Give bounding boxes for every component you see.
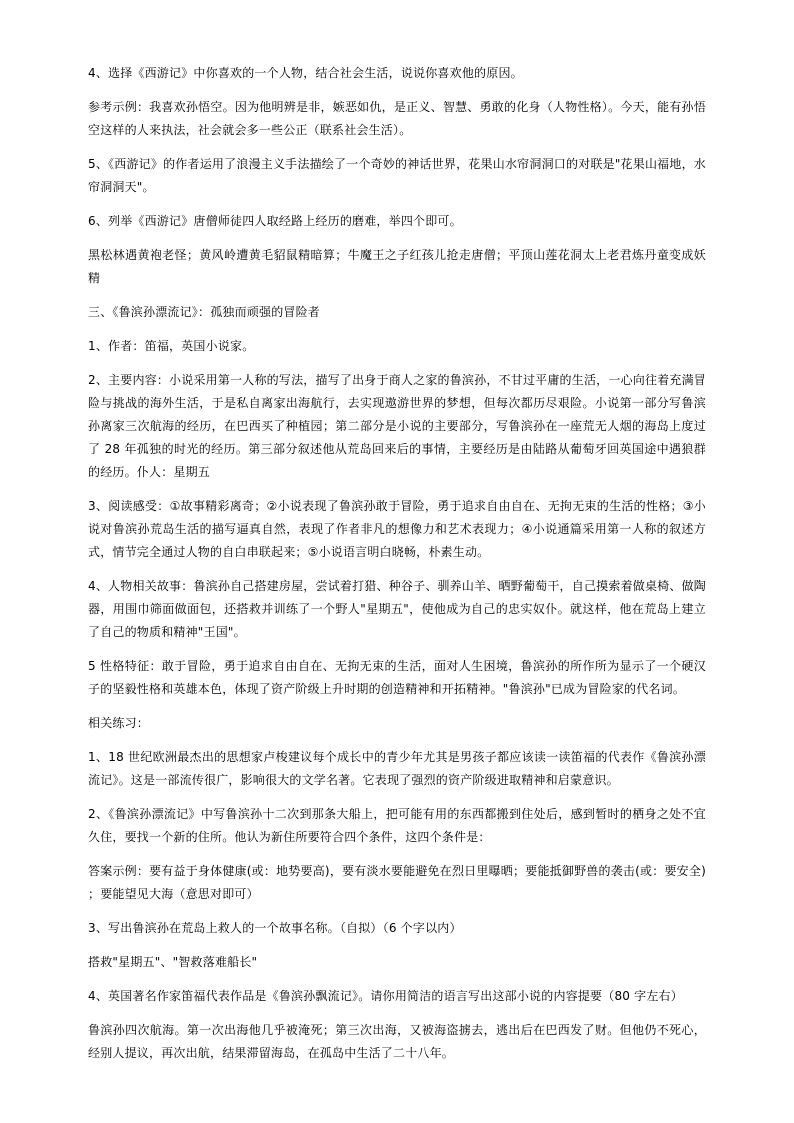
paragraph-answer-hardships: 黑松林遇黄袍老怪；黄风岭遭黄毛貂鼠精暗算；牛魔王之子红孩儿抢走唐僧；平顶山莲花洞太上老君炼丹童变成妖精 — [88, 248, 706, 285]
paragraph-answer-sunwukong: 参考示例：我喜欢孙悟空。因为他明辨是非，嫉恶如仇，是正义、智慧、勇敢的化身（人物性格）。今天，能有孙悟空这样的人来执法，社会就会多一些公正（联系社会生活）。 — [88, 100, 706, 137]
paragraph-reading-feelings: 3、阅读感受：①故事精彩离奇；②小说表现了鲁滨孙敢于冒险，勇于追求自由自在、无拘无束的生活的性格；③小说对鲁滨孙荒岛生活的描写逼真自然，表现了作者非凡的想像力和艺术表现力；④小说通篇采用第一人称的叙述方式，情节完全通过人物的自白串联起来；⑤小说语言明白晓畅，朴素生动。 — [88, 499, 706, 559]
paragraph-character-traits: 5 性格特征：敢于冒险，勇于追求自由自在、无拘无束的生活，面对人生困境，鲁滨孙的所作所为显示了一个硬汉子的坚毅性格和英雄本色，体现了资产阶级上升时期的创造精神和开拓精神。"鲁滨孙"已成为冒险家的代名词。 — [88, 659, 706, 696]
paragraph-exercise-1: 1、18 世纪欧洲最杰出的思想家卢梭建议每个成长中的青少年尤其是男孩子都应该读一读笛福的代表作《鲁滨孙漂流记》。这是一部流传很广，影响很大的文学名著。它表现了强烈的资产阶级进取精神和启蒙意识。 — [88, 750, 706, 787]
paragraph-exercise-4: 4、英国著名作家笛福代表作品是《鲁滨孙飘流记》。请你用简洁的语言写出这部小说的内容提要（80 字左右） — [88, 989, 683, 1003]
paragraph-exercise-3: 3、写出鲁滨孙在荒岛上救人的一个故事名称。（自拟）（6 个字以内） — [88, 921, 462, 935]
paragraph-exercise-2-answer: 答案示例：要有益于身体健康(或：地势要高)，要有淡水要能避免在烈日里曝晒；要能抵御野兽的袭击(或：要安全) ；要能望见大海（意思对即可） — [88, 864, 706, 901]
paragraph-exercise-4-answer: 鲁滨孙四次航海。第一次出海他几乎被淹死；第三次出海，又被海盗掳去，逃出后在巴西发了财。但他仍不死心，经别人提议，再次出航，结果滞留海岛，在孤岛中生活了二十八年。 — [88, 1023, 706, 1060]
paragraph-main-content: 2、主要内容：小说采用第一人称的写法，描写了出身于商人之家的鲁滨孙，不甘过平庸的生活，一心向往着充满冒险与挑战的海外生活，于是私自离家出海航行，去实现遨游世界的梦想，但每次都历尽艰险。小说第一部分写鲁滨孙离家三次航海的经历，在巴西买了种植园；第二部分是小说的主要部分，写鲁滨孙在一座荒无人烟的海岛上度过了 28 年孤独的时光的经历。第三部分叙述他从荒岛回来后的事情，主要经历是由陆路从葡萄牙回英国途中遇狼群的经历。仆人：星期五 — [88, 373, 706, 479]
paragraph-author: 1、作者：笛福，英国小说家。 — [88, 339, 255, 353]
paragraph-question-5-couplet: 5、《西游记》的作者运用了浪漫主义手法描绘了一个奇妙的神话世界，花果山水帘洞洞口的对联是"花果山福地，水帘洞洞天"。 — [88, 157, 706, 194]
paragraph-related-stories: 4、人物相关故事：鲁滨孙自己搭建房屋，尝试着打猎、种谷子、驯养山羊、晒野葡萄干，自己摸索着做桌椅、做陶器，用围巾筛面做面包，还搭救并训练了一个野人"星期五"，使他成为自己的忠实奴仆。就这样，他在荒岛上建立了自己的物质和精神"王国"。 — [88, 579, 706, 639]
section-heading-robinson: 三、《鲁滨孙漂流记》：孤独而顽强的冒险者 — [88, 305, 321, 319]
paragraph-question-4-xiyouji: 4、选择《西游记》中你喜欢的一个人物，结合社会生活，说说你喜欢他的原因。 — [88, 66, 523, 80]
paragraph-exercise-2: 2、《鲁滨孙漂流记》中写鲁滨孙十二次到那条大船上，把可能有用的东西都搬到住处后，感到暂时的栖身之处不宜久住，要找一个新的住所。他认为新住所要符合四个条件，这四个条件是： — [88, 807, 706, 844]
paragraph-exercise-3-answer: 搭救"星期五"、"智救落难船长" — [88, 955, 258, 969]
paragraph-question-6-hardships: 6、列举《西游记》唐僧师徒四人取经路上经历的磨难，举四个即可。 — [88, 214, 462, 228]
heading-related-exercises: 相关练习： — [88, 716, 150, 730]
document-page — [88, 62, 706, 1076]
